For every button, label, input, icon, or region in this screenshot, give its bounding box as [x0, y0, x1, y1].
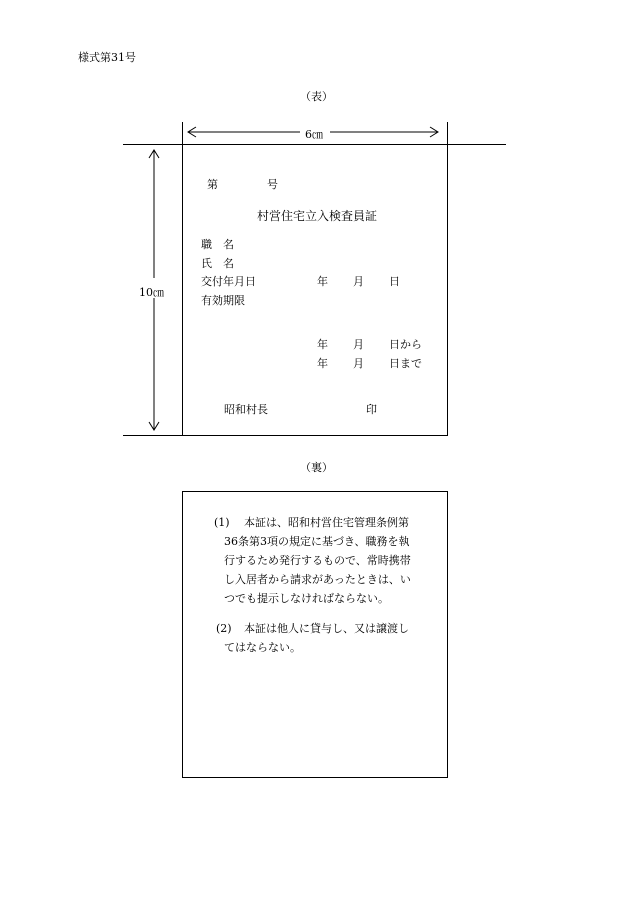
form-number: 様式第31号: [78, 51, 136, 64]
number-prefix: 第: [207, 178, 218, 191]
back-label: （裏）: [300, 461, 333, 474]
validity-from-year: 年: [317, 338, 328, 351]
card-left-edge: [182, 122, 183, 436]
validity-label: 有効期限: [201, 294, 245, 307]
validity-to-day: 日まで: [389, 357, 422, 370]
width-dimension-label: 6㎝: [305, 128, 323, 141]
back-item-line: 本証は、昭和村営住宅管理条例第: [244, 516, 409, 529]
validity-to-month: 月: [353, 357, 364, 370]
issue-month: 月: [353, 275, 364, 288]
back-item-line: し入居者から請求があったときは、い: [224, 573, 411, 586]
card-top-edge: [123, 144, 506, 145]
back-item-2: [216, 619, 409, 657]
height-dimension-label: 10㎝: [139, 286, 164, 299]
seal-mark: 印: [366, 403, 377, 416]
name-label: 氏 名: [201, 257, 234, 270]
back-item-line: 行するため発行するもので、常時携帯: [224, 554, 411, 567]
back-item-line: 本証は他人に貸与し、又は譲渡し: [244, 622, 409, 635]
issue-date-label: 交付年月日: [201, 275, 256, 288]
validity-from-day: 日から: [389, 338, 422, 351]
validity-from-month: 月: [353, 338, 364, 351]
back-item-number: (1): [214, 516, 230, 529]
back-item-1: [214, 513, 411, 608]
card-title: 村営住宅立入検査員証: [257, 209, 378, 223]
back-item-number: (2): [216, 622, 232, 635]
back-item-line: てはならない。: [224, 641, 301, 654]
issue-day: 日: [389, 275, 400, 288]
job-title-label: 職 名: [201, 238, 234, 251]
back-item-line: つでも提示しなければならない。: [224, 592, 389, 605]
front-label: （表）: [300, 90, 333, 103]
back-item-line: 36条第3項の規定に基づき、職務を執: [224, 535, 410, 548]
issuer-name: 昭和村長: [224, 403, 268, 416]
card-bottom-edge: [123, 435, 448, 436]
card-right-edge: [447, 122, 448, 436]
issue-year: 年: [317, 275, 328, 288]
validity-to-year: 年: [317, 357, 328, 370]
number-suffix: 号: [267, 178, 278, 191]
